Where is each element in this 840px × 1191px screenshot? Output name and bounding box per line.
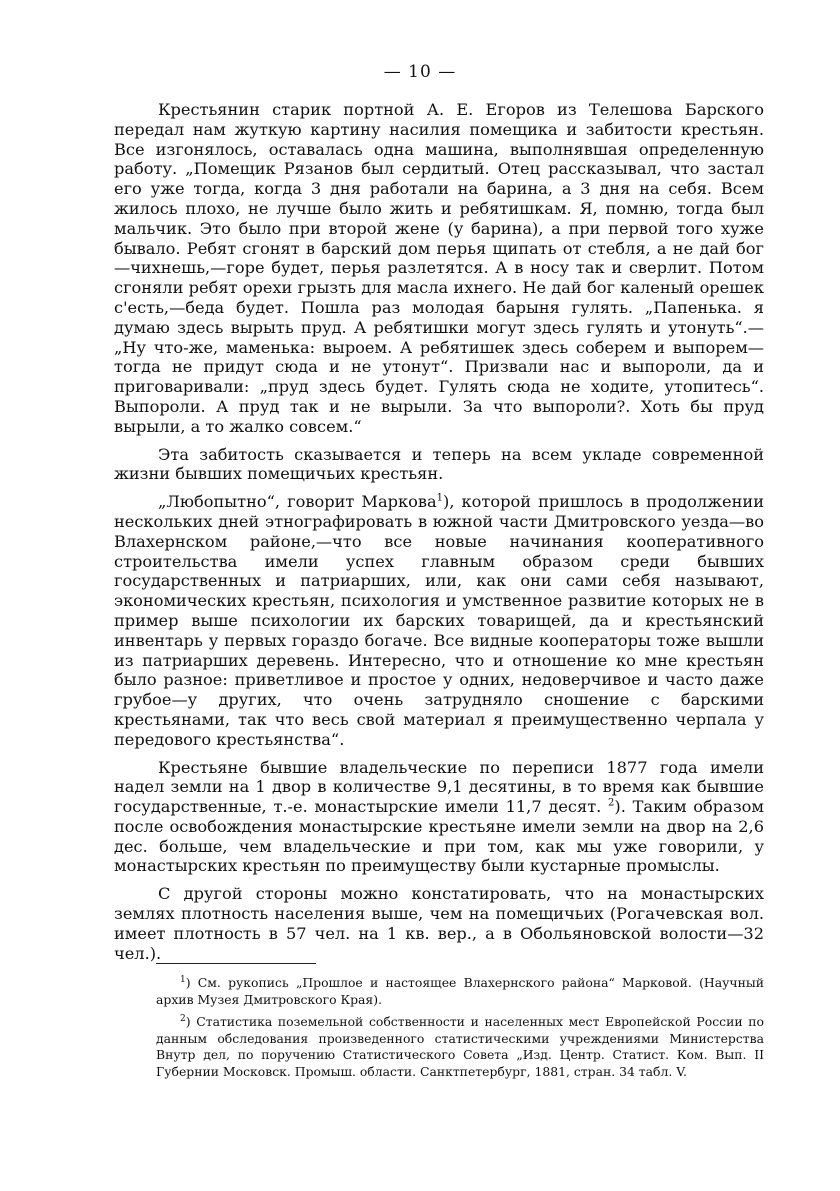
footnotes [156,975,764,1086]
footnote-1 [156,975,764,1008]
page-number: — 10 — [383,62,457,82]
footnote-2 [156,1014,764,1080]
footnote-1-text: ) См. рукопись „Прошлое и настоящее Влахернского района“ Марковой. (Научный архив Музея Дмитровского Края). [156,975,764,1007]
paragraph-2: Эта забитость сказывается и теперь на всем укладе современной жизни бывших помещичьих крестьян. [114,444,764,484]
body-text [114,100,764,971]
footnote-divider [156,963,316,964]
paragraph-4-text-end: ). Таким образом после освобождения монастырские крестьяне имели земли на двор на 2,6 дес. больше, чем владельческие и при том, как мы уже говорили, у монастырских крестьян по преимуществу были кустарные промыслы. [114,797,764,876]
paragraph-4 [114,758,764,877]
footnote-reference-1: 1 [436,492,444,504]
paragraph-3 [114,492,764,749]
paragraph-3-text-start: „Любопытно“, говорит Маркова [158,492,437,512]
paragraph-3-text-end: ), которой пришлось в продолжении нескольких дней этнографировать в южной части Дмитровского уезда—во Влахернском районе,—что все новые начинания кооперативного строительства имели успех главным образом среди бывших государственных и патриарших, или, как они сами себя называют, экономических крестьян, психология и умственное развитие которых не в пример выше психологии их барских товарищей, да и крестьянский инвентарь у первых гораздо богаче. Все видные кооператоры тоже вышли из патриарших деревень. Интересно, что и отношение ко мне крестьян было разное: приветливое и простое у одних, недоверчивое и часто даже грубое—у других, что очень затрудняло сношение с барскими крестьянами, так что весь свой материал я преимущественно черпала у передового крестьянства“. [114,492,765,749]
footnote-2-text: ) Статистика поземельной собственности и населенных мест Европейской России по данным обследования произведенного статистическими учреждениями Министерства Внутр дел, по поручению Статистического Совета „Изд. Центр. Статист. Ком. Вып. II Губернии Московск. Промыш. области. Санктпетербург, 1881, стран. 34 табл. V. [156,1014,764,1079]
paragraph-1: Крестьянин старик портной А. Е. Егоров из Телешова Барского передал нам жуткую картину насилия помещика и забитости крестьян. Все изгонялось, оставалась одна машина, выполнявшая определенную работу. „Помещик Рязанов был сердитый. Отец рассказывал, что застал его уже тогда, когда 3 дня работали на барина, а 3 дня на себя. Всем жилось плохо, не лучше было жить и ребятишкам. Я, помню, тогда был мальчик. Это было при второй жене (у барина), а при первой того хуже бывало. Ребят сгонят в барский дом перья щипать от стебля, а не дай бог—чихнешь,—горе будет, перья разлетятся. А в носу так и сверлит. Потом сгоняли ребят орехи грызть для масла ихнего. Не дай бог каленый орешек с'есть,—беда будет. Пошла раз молодая барыня гулять. „Папенька. я думаю здесь вырыть пруд. А ребятишки могут здесь гулять и утонуть“.— „Ну что-же, маменька: выроем. А ребятишек здесь соберем и выпорем—тогда не придут сюда и не утонут“. Призвали нас и выпороли, да и приговаривали: „пруд здесь будет. Гулять сюда не ходите, утопитесь“. Выпороли. А пруд так и не вырыли. За что выпороли?. Хоть бы пруд вырыли, а то жалко совсем.“ [114,100,764,436]
paragraph-5: С другой стороны можно констатировать, что на монастырских землях плотность населения выше, чем на помещичьих (Рогачевская вол. имеет плотность в 57 чел. на 1 кв. вер., а в Обольяновской волости—32 чел.). [114,884,764,963]
footnote-reference-2: 2 [608,797,615,809]
paragraph-4-text-start: Крестьяне бывшие владельческие по переписи 1877 года имели надел земли на 1 двор в количестве 9,1 десятины, в то время как бывшие государственные, т.-е. монастырские имели 11,7 десят. [114,757,764,817]
footnote-2-mark: 2 [180,1013,186,1024]
footnote-1-mark: 1 [180,974,186,985]
